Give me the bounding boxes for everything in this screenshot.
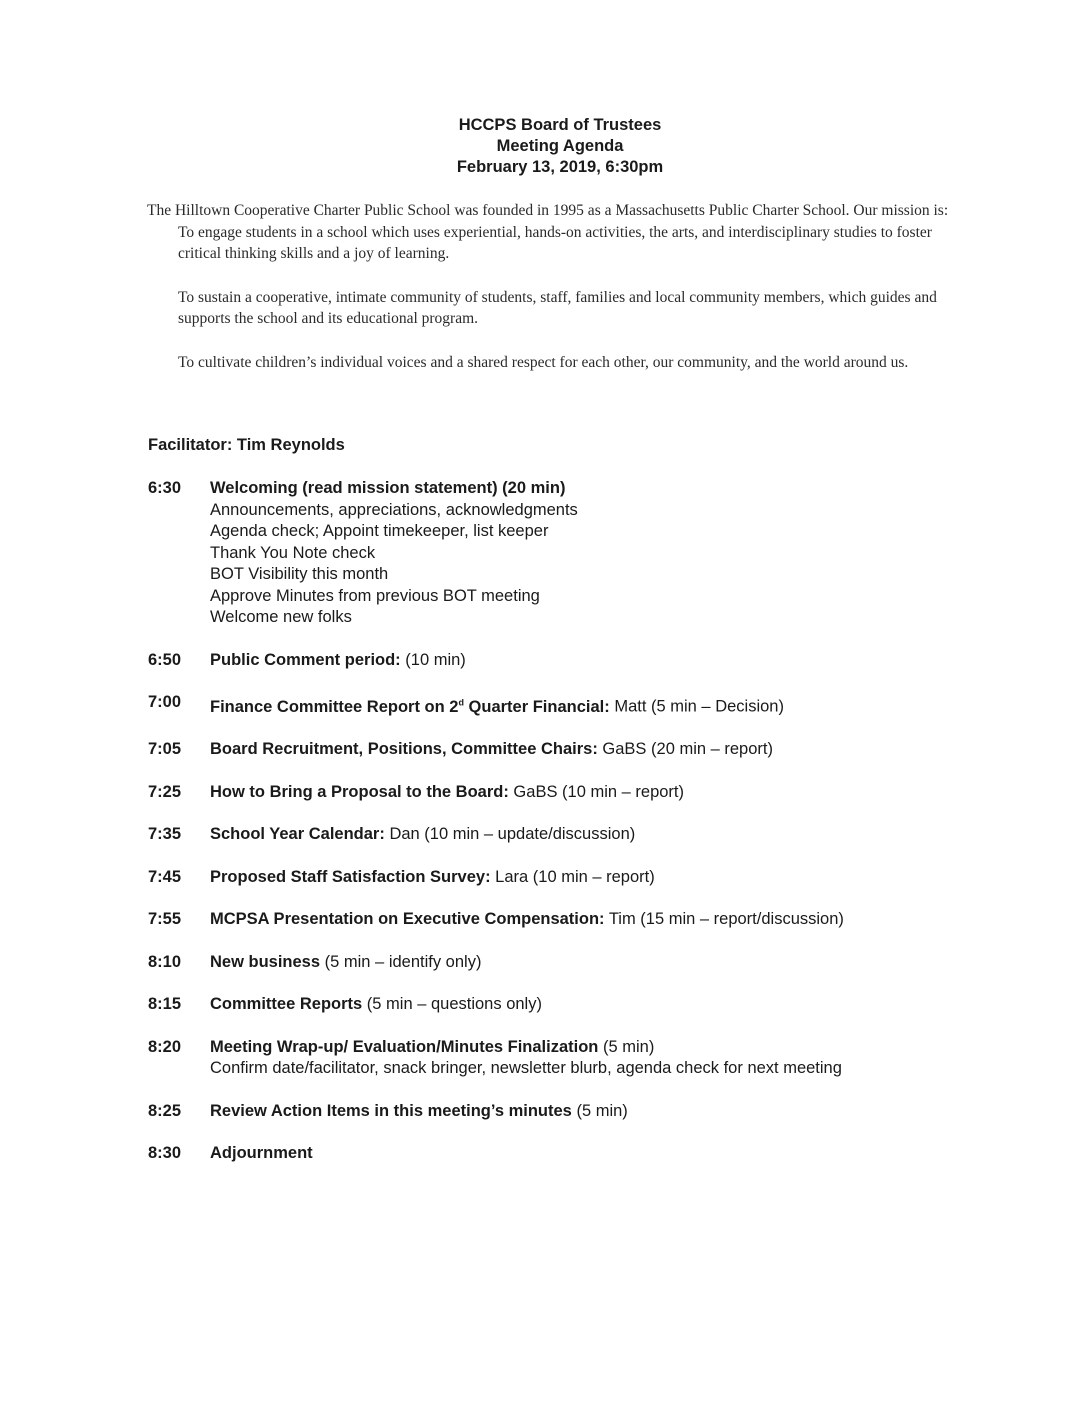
agenda-content — [210, 909, 968, 931]
agenda-title: Adjournment — [210, 1144, 313, 1162]
agenda-detail: Matt (5 min – Decision) — [609, 697, 784, 716]
agenda-content — [210, 1143, 968, 1165]
agenda-time: 7:35 — [148, 825, 182, 843]
agenda-time: 7:45 — [148, 867, 182, 886]
agenda-detail: (5 min – questions only) — [362, 995, 542, 1013]
agenda-time: 6:30 — [148, 479, 182, 497]
agenda-detail: (5 min – identify only) — [320, 952, 482, 971]
agenda-title: Welcoming (read mission statement) (20 min) — [210, 479, 566, 497]
agenda-content — [210, 650, 968, 672]
agenda-detail: (10 min) — [400, 650, 466, 669]
agenda-item — [148, 692, 968, 718]
agenda-detail: Dan (10 min – update/discussion) — [384, 825, 636, 843]
agenda-time: 7:05 — [148, 740, 182, 758]
agenda-list — [148, 478, 968, 1165]
agenda-item — [148, 739, 968, 761]
ordinal-suffix: d — [458, 697, 464, 707]
mission-item: To sustain a cooperative, intimate community of students, staff, families and local community members, which guides and supports the school and its educational program. — [178, 288, 937, 327]
agenda-time: 7:25 — [148, 782, 182, 801]
mission-list — [178, 222, 977, 374]
agenda-title: Review Action Items in this meeting’s minutes — [210, 1101, 572, 1120]
agenda-detail: Tim (15 min – report/discussion) — [604, 910, 844, 928]
header-date: February 13, 2019, 6:30pm — [456, 158, 664, 176]
agenda-time: 7:00 — [148, 693, 182, 711]
agenda-title: Public Comment period: — [210, 650, 401, 669]
agenda-content — [210, 478, 968, 629]
agenda-item — [148, 650, 968, 672]
agenda-content — [210, 824, 968, 846]
agenda-time: 8:20 — [148, 1037, 182, 1056]
agenda-item — [148, 909, 968, 931]
agenda-title: Proposed Staff Satisfaction Survey: — [210, 867, 491, 886]
agenda-time: 8:15 — [148, 995, 182, 1013]
intro-text: The Hilltown Cooperative Charter Public School was founded in 1995 as a Massachusetts Public Charter School. Our mission is: — [147, 202, 949, 219]
agenda-time: 6:50 — [148, 650, 182, 669]
facilitator: Facilitator: Tim Reynolds — [148, 436, 345, 454]
mission-item: To engage students in a school which uses experiential, hands-on activities, the arts, and interdisciplinary studies to foster critical thinking skills and a joy of learning. — [178, 223, 932, 262]
agenda-title: How to Bring a Proposal to the Board: — [210, 782, 509, 801]
mission-item: To cultivate children’s individual voices and a shared respect for each other, our community, and the world around us. — [178, 353, 909, 371]
header-subtitle: Meeting Agenda — [496, 137, 624, 155]
agenda-subitem: Approve Minutes from previous BOT meeting — [210, 586, 540, 605]
agenda-title: Committee Reports — [210, 995, 363, 1013]
agenda-title: Board Recruitment, Positions, Committee Chairs: — [210, 740, 598, 758]
agenda-content — [210, 1037, 968, 1080]
agenda-title: School Year Calendar: — [210, 825, 385, 843]
agenda-title: New business — [210, 952, 321, 971]
agenda-title: Meeting Wrap-up/ Evaluation/Minutes Finalization — [210, 1037, 599, 1056]
agenda-content — [210, 1101, 968, 1123]
agenda-subitem: BOT Visibility this month — [210, 565, 389, 583]
agenda-detail: (5 min) — [598, 1037, 655, 1056]
agenda-detail: GaBS (20 min – report) — [597, 740, 773, 758]
agenda-item — [148, 824, 968, 846]
agenda-content — [210, 782, 968, 804]
agenda-detail: (5 min) — [571, 1101, 628, 1120]
agenda-time: 8:25 — [148, 1101, 182, 1120]
agenda-subitem: Confirm date/facilitator, snack bringer, newsletter blurb, agenda check for next meeting — [210, 1059, 842, 1077]
agenda-content — [210, 994, 968, 1016]
agenda-item — [148, 1101, 968, 1123]
mission-intro — [147, 200, 977, 395]
document-header — [0, 115, 1088, 178]
agenda-content — [210, 739, 968, 761]
agenda-item — [148, 782, 968, 804]
agenda-item — [148, 867, 968, 889]
agenda-content — [210, 952, 968, 974]
agenda-time: 7:55 — [148, 910, 182, 928]
agenda-detail: GaBS (10 min – report) — [508, 782, 684, 801]
agenda-subitem: Thank You Note check — [210, 543, 376, 562]
agenda-item — [148, 1037, 968, 1080]
agenda-item — [148, 952, 968, 974]
agenda-item — [148, 478, 968, 629]
agenda-title: Finance Committee Report on 2$^d$ Quarter Financial: — [210, 697, 610, 716]
agenda-subitem: Welcome new folks — [210, 608, 352, 626]
agenda-time: 8:10 — [148, 952, 182, 971]
agenda-content — [210, 867, 968, 889]
agenda-title: MCPSA Presentation on Executive Compensation: — [210, 910, 605, 928]
agenda-item — [148, 1143, 968, 1165]
agenda-content — [210, 692, 968, 718]
agenda-subitem: Agenda check; Appoint timekeeper, list keeper — [210, 522, 549, 540]
agenda-item — [148, 994, 968, 1016]
agenda-subitem: Announcements, appreciations, acknowledgments — [210, 500, 578, 519]
agenda-time: 8:30 — [148, 1144, 182, 1162]
agenda-detail: Lara (10 min – report) — [490, 867, 655, 886]
header-title: HCCPS Board of Trustees — [458, 116, 662, 134]
